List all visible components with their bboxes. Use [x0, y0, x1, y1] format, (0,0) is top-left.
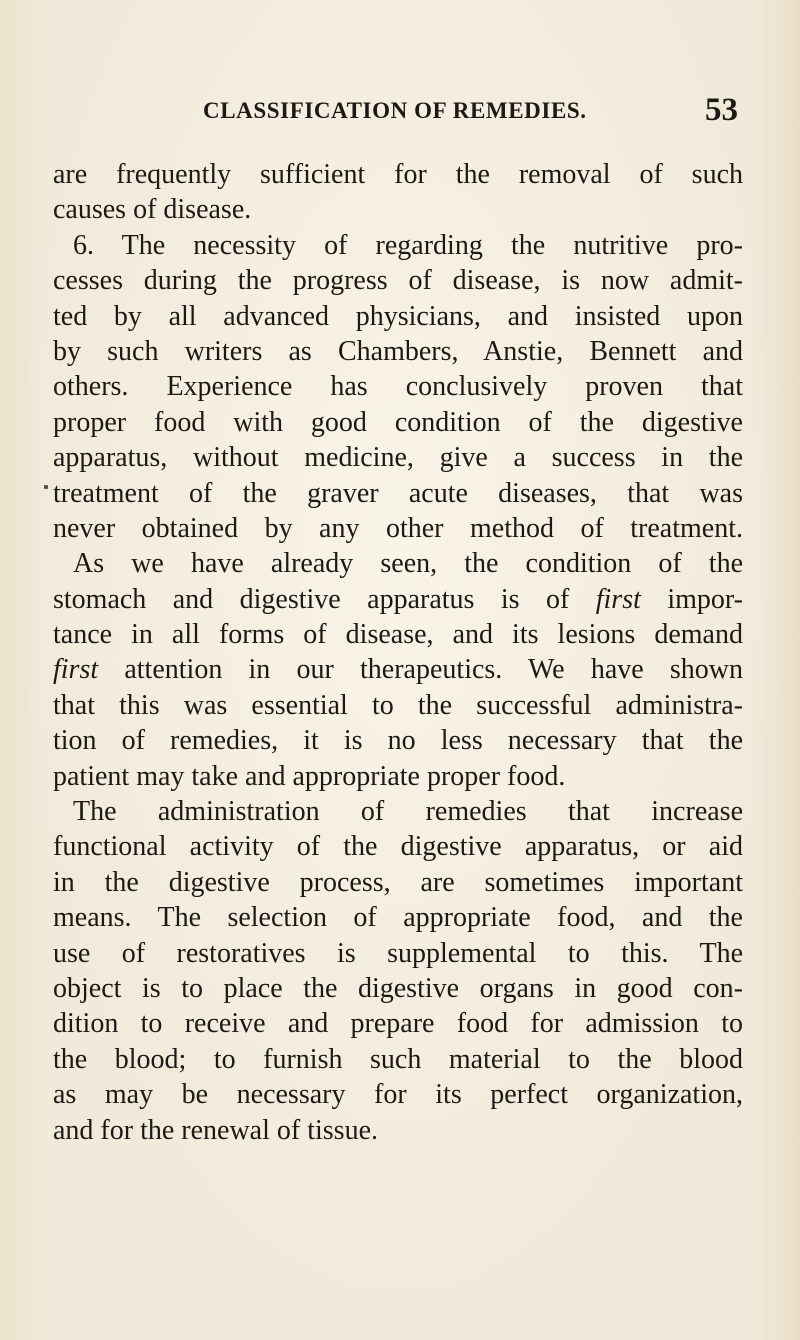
- text-line: means. The selection of appropriate food, and the: [53, 902, 743, 934]
- text-line: use of restoratives is supplemental to this. The: [53, 937, 743, 969]
- running-head: [0, 92, 800, 132]
- running-title: CLASSIFICATION OF REMEDIES.: [203, 98, 587, 123]
- text-line: causes of disease.: [53, 194, 252, 226]
- text-line: apparatus, without medicine, give a success in the: [53, 442, 743, 474]
- text-segment: impor-: [640, 583, 743, 615]
- text-line: in the digestive process, are sometimes important: [53, 866, 743, 898]
- text-segment: attention in our therapeutics. We have shown: [98, 654, 743, 686]
- text-line: patient may take and appropriate proper food.: [53, 760, 566, 792]
- emphasis-first: first: [595, 583, 641, 615]
- text-line: dition to receive and prepare food for admission to: [53, 1008, 743, 1040]
- print-speck: [44, 485, 48, 489]
- text-segment: stomach and digestive apparatus is of: [53, 583, 596, 615]
- text-line: cesses during the progress of disease, is now admit-: [53, 265, 743, 297]
- text-line: as may be necessary for its perfect organization,: [53, 1079, 743, 1111]
- text-line: tance in all forms of disease, and its lesions demand: [53, 619, 743, 651]
- text-line: 6. The necessity of regarding the nutritive pro-: [73, 229, 743, 261]
- text-line: are frequently sufficient for the removal of such: [53, 159, 743, 190]
- text-line: the blood; to furnish such material to the blood: [53, 1043, 743, 1075]
- text-line: by such writers as Chambers, Anstie, Bennett and: [53, 335, 743, 367]
- text-line: proper food with good condition of the digestive: [53, 406, 743, 438]
- text-line: functional activity of the digestive apparatus, or aid: [53, 831, 743, 863]
- text-line: [53, 582, 743, 617]
- text-line: that this was essential to the successful administra-: [53, 689, 743, 721]
- text-line: treatment of the graver acute diseases, that was: [53, 477, 743, 509]
- text-line: As we have already seen, the condition of the: [73, 548, 743, 580]
- text-line: others. Experience has conclusively proven that: [53, 371, 743, 403]
- text-line: ted by all advanced physicians, and insisted upon: [53, 300, 743, 332]
- emphasis-first: first: [53, 654, 99, 686]
- text-line: never obtained by any other method of treatment.: [53, 512, 743, 544]
- text-line: object is to place the digestive organs in good con-: [53, 972, 743, 1004]
- text-line: tion of remedies, it is no less necessary that the: [53, 725, 743, 757]
- body-text: [53, 157, 743, 1148]
- text-line: The administration of remedies that increase: [73, 796, 743, 828]
- text-line: and for the renewal of tissue.: [53, 1114, 378, 1146]
- text-line: [53, 652, 743, 687]
- page-number: 53: [705, 92, 738, 128]
